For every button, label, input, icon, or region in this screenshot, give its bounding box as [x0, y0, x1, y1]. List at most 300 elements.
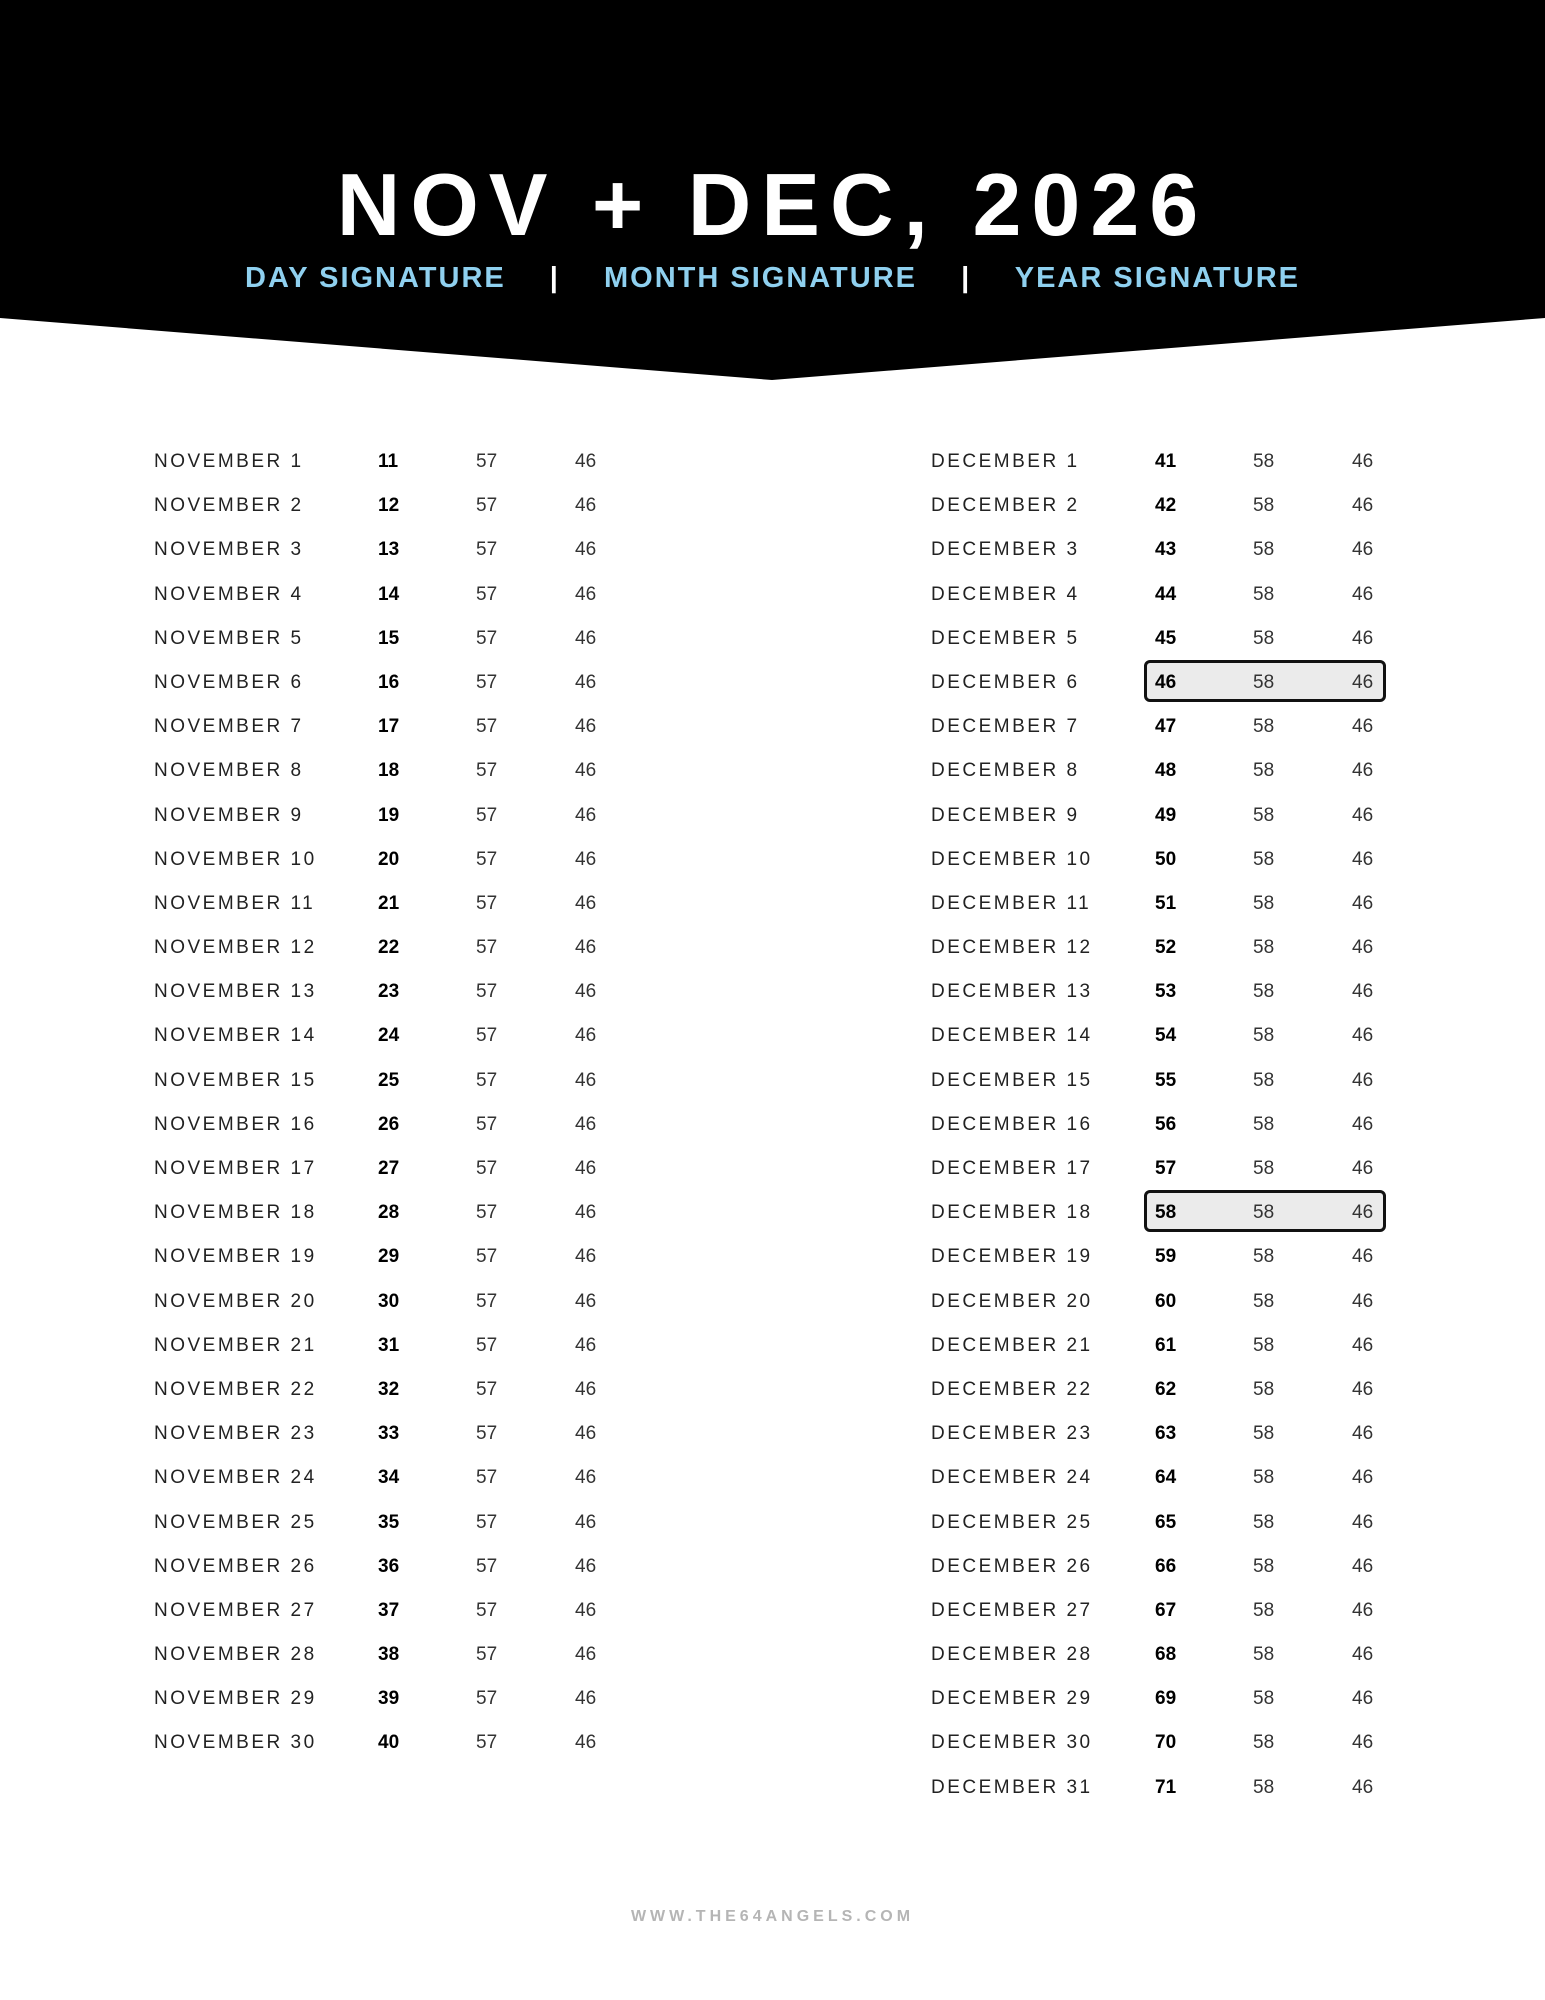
year-signature-value: 46: [1352, 1511, 1374, 1533]
year-signature-value: 46: [1352, 1423, 1374, 1445]
day-signature-value: 25: [378, 1069, 400, 1091]
month-signature-value: 57: [476, 1688, 498, 1710]
day-signature-value: 22: [378, 937, 400, 959]
year-signature-value: 46: [1352, 495, 1374, 517]
day-signature-value: 35: [378, 1511, 400, 1533]
date-row: [154, 970, 624, 1014]
year-signature-value: 46: [1352, 627, 1374, 649]
year-signature-value: 46: [575, 627, 597, 649]
date-label: NOVEMBER 24: [154, 1467, 317, 1489]
day-signature-value: 54: [1155, 1025, 1177, 1047]
year-signature-value: 46: [1352, 1555, 1374, 1577]
year-signature-value: 46: [1352, 760, 1374, 782]
month-signature-value: 58: [1253, 760, 1275, 782]
year-signature-value: 46: [1352, 981, 1374, 1003]
year-signature-value: 46: [1352, 583, 1374, 605]
date-row: [931, 749, 1401, 793]
date-row: [931, 1368, 1401, 1412]
month-signature-value: 58: [1253, 1776, 1275, 1798]
date-label: NOVEMBER 17: [154, 1158, 317, 1179]
day-signature-value: 69: [1155, 1688, 1177, 1710]
date-label: DECEMBER 11: [931, 892, 1092, 914]
date-row: [931, 617, 1401, 661]
day-signature-value: 24: [378, 1025, 400, 1047]
date-label: NOVEMBER 19: [154, 1246, 317, 1268]
date-row: [931, 1147, 1401, 1191]
date-row: [154, 1103, 624, 1147]
date-row: [154, 1059, 624, 1103]
year-signature-value: 46: [1352, 671, 1374, 693]
date-label: DECEMBER 9: [931, 804, 1080, 826]
day-signature-value: 15: [378, 627, 400, 649]
month-signature-value: 57: [476, 1202, 498, 1224]
date-row: [931, 1589, 1401, 1633]
day-signature-value: 71: [1155, 1776, 1177, 1798]
date-row: [931, 484, 1401, 528]
date-label: NOVEMBER 22: [154, 1378, 317, 1400]
date-label: NOVEMBER 26: [154, 1555, 317, 1577]
date-row: [931, 661, 1401, 705]
date-row: [931, 794, 1401, 838]
date-row: [931, 1324, 1401, 1368]
date-row: [154, 1191, 624, 1235]
month-signature-value: 58: [1253, 1158, 1275, 1179]
year-signature-value: 46: [1352, 1378, 1374, 1400]
date-label: NOVEMBER 15: [154, 1069, 317, 1091]
month-signature-value: 57: [476, 1467, 498, 1489]
date-row: [154, 1633, 624, 1677]
year-signature-value: 46: [575, 1290, 597, 1312]
date-row: [154, 1545, 624, 1589]
day-signature-value: 26: [378, 1113, 400, 1135]
month-signature-value: 58: [1253, 1467, 1275, 1489]
date-row: [154, 1147, 624, 1191]
day-signature-value: 67: [1155, 1599, 1177, 1621]
day-signature-value: 34: [378, 1467, 400, 1489]
december-list: [931, 440, 1401, 1810]
date-label: NOVEMBER 27: [154, 1599, 317, 1621]
year-signature-value: 46: [1352, 804, 1374, 826]
day-signature-value: 38: [378, 1644, 400, 1666]
date-row: [931, 1014, 1401, 1058]
year-signature-value: 46: [575, 583, 597, 605]
date-label: DECEMBER 25: [931, 1511, 1093, 1533]
month-signature-value: 58: [1253, 892, 1275, 914]
month-signature-value: 58: [1253, 495, 1275, 517]
year-signature-value: 46: [575, 892, 597, 914]
day-signature-label: DAY SIGNATURE: [245, 262, 506, 294]
date-label: NOVEMBER 4: [154, 583, 304, 605]
day-signature-value: 58: [1155, 1202, 1177, 1224]
year-signature-value: 46: [1352, 1158, 1374, 1179]
date-row: [931, 970, 1401, 1014]
year-signature-value: 46: [575, 671, 597, 693]
day-signature-value: 47: [1155, 716, 1177, 738]
date-row: [154, 1280, 624, 1324]
month-signature-value: 57: [476, 495, 498, 517]
year-signature-value: 46: [575, 760, 597, 782]
month-signature-value: 57: [476, 1599, 498, 1621]
month-signature-value: 58: [1253, 1069, 1275, 1091]
date-label: DECEMBER 31: [931, 1776, 1093, 1798]
year-signature-value: 46: [575, 1334, 597, 1356]
footer-website: WWW.THE64ANGELS.COM: [630, 1908, 915, 1925]
date-row: [154, 1235, 624, 1279]
day-signature-value: 48: [1155, 760, 1177, 782]
date-label: NOVEMBER 16: [154, 1113, 317, 1135]
date-label: NOVEMBER 5: [154, 627, 304, 649]
date-label: DECEMBER 21: [931, 1334, 1093, 1356]
day-signature-value: 27: [378, 1158, 400, 1179]
year-signature-value: 46: [1352, 937, 1374, 959]
day-signature-value: 17: [378, 716, 400, 738]
day-signature-value: 66: [1155, 1555, 1177, 1577]
signature-legend: [0, 262, 1545, 295]
month-signature-value: 57: [476, 1378, 498, 1400]
date-label: DECEMBER 18: [931, 1202, 1093, 1224]
year-signature-value: 46: [575, 981, 597, 1003]
date-label: NOVEMBER 10: [154, 848, 317, 870]
date-label: DECEMBER 7: [931, 716, 1080, 738]
year-signature-value: 46: [1352, 1290, 1374, 1312]
month-signature-value: 57: [476, 539, 498, 561]
day-signature-value: 52: [1155, 937, 1177, 959]
month-signature-value: 58: [1253, 1511, 1275, 1533]
day-signature-value: 32: [378, 1378, 400, 1400]
date-label: DECEMBER 26: [931, 1555, 1093, 1577]
day-signature-value: 50: [1155, 848, 1177, 870]
year-signature-value: 46: [575, 539, 597, 561]
day-signature-value: 18: [378, 760, 400, 782]
date-row: [154, 1589, 624, 1633]
year-signature-value: 46: [575, 1158, 597, 1179]
date-label: DECEMBER 6: [931, 671, 1080, 693]
date-label: NOVEMBER 28: [154, 1644, 317, 1666]
year-signature-value: 46: [1352, 1732, 1374, 1754]
day-signature-value: 60: [1155, 1290, 1177, 1312]
day-signature-value: 42: [1155, 495, 1177, 517]
date-label: DECEMBER 22: [931, 1378, 1093, 1400]
date-label: DECEMBER 16: [931, 1113, 1093, 1135]
year-signature-value: 46: [1352, 1688, 1374, 1710]
date-label: NOVEMBER 21: [154, 1334, 317, 1356]
year-signature-value: 46: [575, 1732, 597, 1754]
date-label: DECEMBER 8: [931, 760, 1080, 782]
date-label: NOVEMBER 6: [154, 671, 304, 693]
legend-separator: |: [549, 262, 560, 294]
year-signature-value: 46: [575, 1599, 597, 1621]
date-label: DECEMBER 19: [931, 1246, 1093, 1268]
date-row: [154, 1368, 624, 1412]
date-row: [154, 705, 624, 749]
year-signature-value: 46: [575, 716, 597, 738]
date-label: NOVEMBER 20: [154, 1290, 317, 1312]
month-signature-value: 58: [1253, 671, 1275, 693]
day-signature-value: 11: [378, 451, 399, 472]
day-signature-value: 64: [1155, 1467, 1177, 1489]
month-signature-value: 58: [1253, 981, 1275, 1003]
date-label: DECEMBER 10: [931, 848, 1093, 870]
year-signature-value: 46: [1352, 1776, 1374, 1798]
year-signature-value: 46: [575, 1555, 597, 1577]
date-row: [154, 882, 624, 926]
month-signature-value: 57: [476, 1555, 498, 1577]
date-label: DECEMBER 3: [931, 539, 1080, 561]
year-signature-value: 46: [575, 1423, 597, 1445]
date-label: NOVEMBER 18: [154, 1202, 317, 1224]
date-row: [931, 1191, 1401, 1235]
date-label: NOVEMBER 23: [154, 1423, 317, 1445]
month-signature-value: 58: [1253, 1423, 1275, 1445]
date-label: NOVEMBER 2: [154, 495, 304, 517]
year-signature-value: 46: [575, 1644, 597, 1666]
day-signature-value: 63: [1155, 1423, 1177, 1445]
year-signature-value: 46: [1352, 1599, 1374, 1621]
date-row: [931, 838, 1401, 882]
day-signature-value: 41: [1155, 451, 1177, 472]
day-signature-value: 70: [1155, 1732, 1177, 1754]
date-label: DECEMBER 17: [931, 1158, 1093, 1179]
date-row: [931, 573, 1401, 617]
november-list: [154, 440, 624, 1766]
month-signature-value: 57: [476, 1113, 498, 1135]
month-signature-value: 57: [476, 1290, 498, 1312]
date-row: [931, 1412, 1401, 1456]
month-signature-value: 57: [476, 848, 498, 870]
day-signature-value: 19: [378, 804, 400, 826]
day-signature-value: 23: [378, 981, 400, 1003]
month-signature-value: 57: [476, 627, 498, 649]
date-row: [931, 1280, 1401, 1324]
date-row: [154, 1324, 624, 1368]
date-label: NOVEMBER 12: [154, 937, 317, 959]
month-signature-value: 58: [1253, 1378, 1275, 1400]
date-row: [931, 1766, 1401, 1810]
month-signature-value: 57: [476, 583, 498, 605]
month-signature-value: 57: [476, 1069, 498, 1091]
month-signature-value: 58: [1253, 716, 1275, 738]
month-signature-value: 57: [476, 760, 498, 782]
year-signature-value: 46: [575, 1511, 597, 1533]
day-signature-value: 33: [378, 1423, 400, 1445]
month-signature-value: 58: [1253, 539, 1275, 561]
day-signature-value: 40: [378, 1732, 400, 1754]
month-signature-value: 58: [1253, 848, 1275, 870]
date-row: [931, 1677, 1401, 1721]
date-row: [931, 1103, 1401, 1147]
date-label: DECEMBER 1: [931, 451, 1080, 472]
year-signature-value: 46: [575, 1467, 597, 1489]
date-row: [154, 528, 624, 572]
day-signature-value: 37: [378, 1599, 400, 1621]
day-signature-value: 46: [1155, 671, 1177, 693]
month-signature-value: 57: [476, 804, 498, 826]
date-label: NOVEMBER 14: [154, 1025, 317, 1047]
month-signature-value: 58: [1253, 937, 1275, 959]
month-signature-value: 58: [1253, 1246, 1275, 1268]
date-row: [154, 573, 624, 617]
day-signature-value: 65: [1155, 1511, 1177, 1533]
date-label: NOVEMBER 3: [154, 539, 304, 561]
year-signature-value: 46: [575, 1025, 597, 1047]
date-row: [154, 1721, 624, 1765]
year-signature-value: 46: [575, 937, 597, 959]
date-label: NOVEMBER 30: [154, 1732, 317, 1754]
date-row: [154, 1014, 624, 1058]
year-signature-value: 46: [575, 804, 597, 826]
month-signature-label: MONTH SIGNATURE: [603, 262, 917, 294]
date-row: [931, 1545, 1401, 1589]
date-label: NOVEMBER 13: [154, 981, 317, 1003]
year-signature-value: 46: [1352, 1113, 1374, 1135]
date-row: [154, 440, 624, 484]
month-signature-value: 58: [1253, 1688, 1275, 1710]
year-signature-value: 46: [1352, 848, 1374, 870]
date-label: NOVEMBER 29: [154, 1688, 317, 1710]
month-signature-value: 58: [1253, 1025, 1275, 1047]
month-signature-value: 58: [1253, 627, 1275, 649]
day-signature-value: 51: [1155, 892, 1177, 914]
month-signature-value: 58: [1253, 1555, 1275, 1577]
year-signature-value: 46: [1352, 539, 1374, 561]
year-signature-value: 46: [1352, 1202, 1374, 1224]
date-label: NOVEMBER 1: [154, 451, 304, 472]
month-signature-value: 57: [476, 892, 498, 914]
year-signature-value: 46: [1352, 1025, 1374, 1047]
year-signature-value: 46: [1352, 1246, 1374, 1268]
year-signature-value: 46: [575, 1113, 597, 1135]
date-row: [154, 1501, 624, 1545]
month-signature-value: 58: [1253, 804, 1275, 826]
month-signature-value: 58: [1253, 1599, 1275, 1621]
date-row: [931, 926, 1401, 970]
date-label: DECEMBER 13: [931, 981, 1093, 1003]
day-signature-value: 16: [378, 671, 400, 693]
year-signature-value: 46: [575, 495, 597, 517]
month-signature-value: 58: [1253, 1732, 1275, 1754]
day-signature-value: 53: [1155, 981, 1177, 1003]
year-signature-value: 46: [1352, 1644, 1374, 1666]
date-row: [931, 705, 1401, 749]
year-signature-value: 46: [575, 451, 597, 472]
year-signature-value: 46: [575, 1378, 597, 1400]
month-signature-value: 58: [1253, 1113, 1275, 1135]
date-row: [154, 749, 624, 793]
date-label: NOVEMBER 25: [154, 1511, 317, 1533]
day-signature-value: 13: [378, 539, 400, 561]
day-signature-value: 59: [1155, 1246, 1177, 1268]
day-signature-value: 39: [378, 1688, 400, 1710]
month-signature-value: 58: [1253, 1202, 1275, 1224]
year-signature-value: 46: [1352, 1069, 1374, 1091]
date-row: [931, 1501, 1401, 1545]
month-signature-value: 58: [1253, 1334, 1275, 1356]
month-signature-value: 58: [1253, 1644, 1275, 1666]
month-signature-value: 57: [476, 1644, 498, 1666]
date-label: DECEMBER 15: [931, 1069, 1093, 1091]
date-label: DECEMBER 27: [931, 1599, 1093, 1621]
legend-separator: |: [961, 262, 972, 294]
date-label: DECEMBER 29: [931, 1688, 1093, 1710]
year-signature-value: 46: [1352, 716, 1374, 738]
date-label: DECEMBER 28: [931, 1644, 1093, 1666]
date-row: [931, 1456, 1401, 1500]
day-signature-value: 57: [1155, 1158, 1177, 1179]
day-signature-value: 21: [378, 892, 400, 914]
date-row: [931, 1235, 1401, 1279]
year-signature-value: 46: [1352, 892, 1374, 914]
date-row: [154, 661, 624, 705]
day-signature-value: 55: [1155, 1069, 1177, 1091]
year-signature-value: 46: [575, 1246, 597, 1268]
month-signature-value: 57: [476, 1246, 498, 1268]
date-label: NOVEMBER 9: [154, 804, 304, 826]
date-label: NOVEMBER 11: [154, 892, 316, 914]
date-label: DECEMBER 2: [931, 495, 1080, 517]
day-signature-value: 28: [378, 1202, 400, 1224]
date-label: DECEMBER 20: [931, 1290, 1093, 1312]
day-signature-value: 36: [378, 1555, 400, 1577]
date-label: NOVEMBER 8: [154, 760, 304, 782]
date-label: DECEMBER 30: [931, 1732, 1093, 1754]
month-signature-value: 57: [476, 1025, 498, 1047]
date-row: [931, 528, 1401, 572]
date-label: DECEMBER 24: [931, 1467, 1093, 1489]
year-signature-value: 46: [1352, 1467, 1374, 1489]
month-signature-value: 57: [476, 716, 498, 738]
date-label: DECEMBER 12: [931, 937, 1093, 959]
day-signature-value: 68: [1155, 1644, 1177, 1666]
year-signature-value: 46: [1352, 1334, 1374, 1356]
month-signature-value: 57: [476, 1511, 498, 1533]
day-signature-value: 62: [1155, 1378, 1177, 1400]
month-signature-value: 58: [1253, 1290, 1275, 1312]
date-row: [931, 882, 1401, 926]
month-signature-value: 58: [1253, 451, 1275, 472]
date-label: DECEMBER 23: [931, 1423, 1093, 1445]
day-signature-value: 31: [378, 1334, 400, 1356]
year-signature-label: YEAR SIGNATURE: [1014, 262, 1300, 294]
year-signature-value: 46: [575, 1688, 597, 1710]
month-signature-value: 57: [476, 451, 498, 472]
day-signature-value: 29: [378, 1246, 400, 1268]
date-row: [154, 838, 624, 882]
year-signature-value: 46: [575, 848, 597, 870]
year-signature-value: 46: [575, 1069, 597, 1091]
date-row: [154, 1456, 624, 1500]
month-signature-value: 57: [476, 1158, 498, 1179]
date-row: [931, 440, 1401, 484]
day-signature-value: 20: [378, 848, 400, 870]
month-signature-value: 57: [476, 671, 498, 693]
day-signature-value: 43: [1155, 539, 1177, 561]
year-signature-value: 46: [575, 1202, 597, 1224]
day-signature-value: 45: [1155, 627, 1177, 649]
month-signature-value: 57: [476, 1732, 498, 1754]
date-label: DECEMBER 14: [931, 1025, 1093, 1047]
date-row: [154, 484, 624, 528]
month-signature-value: 57: [476, 981, 498, 1003]
date-row: [154, 1677, 624, 1721]
day-signature-value: 12: [378, 495, 400, 517]
date-row: [931, 1059, 1401, 1103]
month-signature-value: 57: [476, 1334, 498, 1356]
date-row: [931, 1633, 1401, 1677]
date-label: DECEMBER 4: [931, 583, 1080, 605]
date-row: [154, 1412, 624, 1456]
day-signature-value: 49: [1155, 804, 1177, 826]
day-signature-value: 44: [1155, 583, 1177, 605]
